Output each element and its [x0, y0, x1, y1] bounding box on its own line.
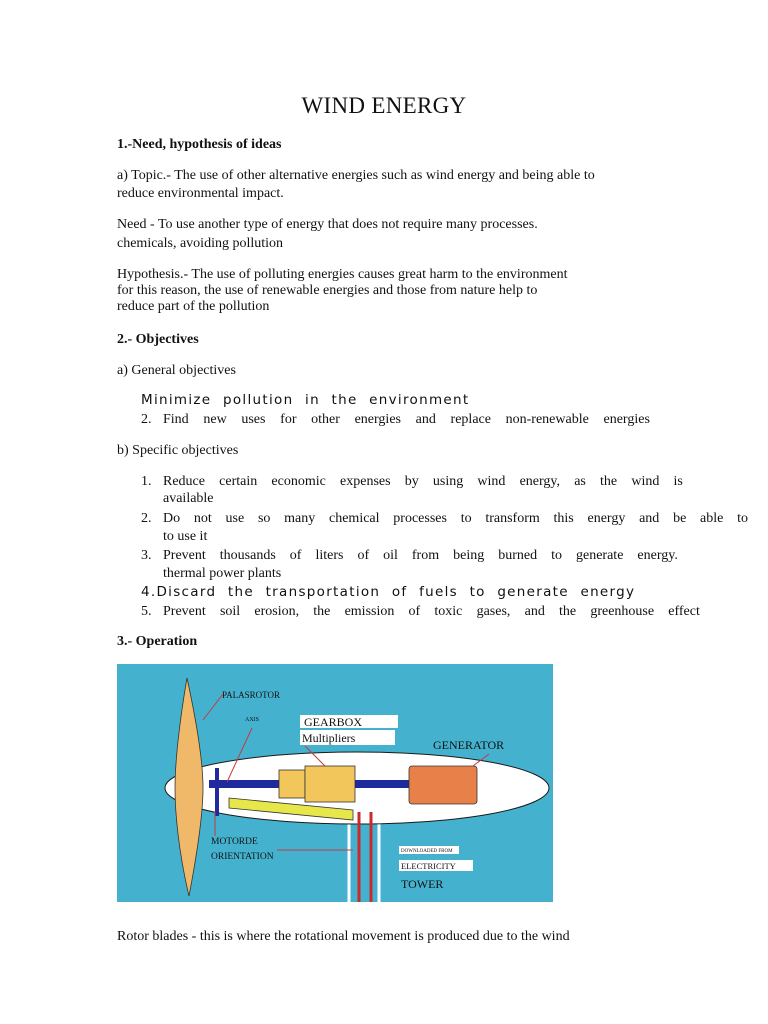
hypothesis-line-3: reduce part of the pollution — [117, 299, 270, 314]
word: as — [574, 474, 586, 489]
specific-objective-1-number: 1. — [141, 474, 152, 489]
word: Reduce — [163, 474, 205, 489]
word: energies — [603, 412, 650, 427]
word: processes — [393, 511, 447, 526]
specific-objective-2-number: 2. — [141, 511, 152, 526]
word: generate — [576, 548, 624, 563]
word: energy — [587, 511, 626, 526]
wind-turbine-diagram — [117, 664, 553, 902]
word: thousands — [219, 548, 276, 563]
word: Prevent — [163, 548, 206, 563]
diagram-caption: Rotor blades - this is where the rotational movement is produced due to the wind — [117, 929, 570, 944]
hypothesis-line-2: for this reason, the use of renewable energies and those from nature help to — [117, 283, 538, 298]
page-title: WIND ENERGY — [301, 93, 467, 118]
section1-heading: 1.-Need, hypothesis of ideas — [117, 137, 282, 152]
word: use — [225, 511, 245, 526]
word: transform — [485, 511, 540, 526]
word: Do — [163, 511, 181, 526]
word: by — [404, 474, 419, 489]
word: and — [639, 511, 660, 526]
word: and — [415, 412, 436, 427]
word: replace — [450, 412, 491, 427]
word: oil — [383, 548, 398, 563]
motorde-label: MOTORDE — [211, 837, 258, 847]
palasrotor-label: PALASROTOR — [222, 690, 281, 700]
word: new — [203, 412, 227, 427]
specific-objectives-label: b) Specific objectives — [117, 443, 239, 458]
general-objective-2-number: 2. — [141, 412, 152, 427]
hypothesis-line-1: Hypothesis.- The use of polluting energies causes great harm to the environment — [117, 267, 568, 282]
multipliers-label: Multipliers — [302, 731, 356, 745]
word: erosion, — [254, 604, 300, 619]
specific-objective-3-line-2: thermal power plants — [163, 566, 282, 581]
word: be — [673, 511, 687, 526]
word: not — [193, 511, 212, 526]
general-objectives-label: a) General objectives — [117, 363, 236, 378]
word: certain — [219, 474, 258, 489]
topic-line-1: a) Topic.- The use of other alternative energies such as wind energy and being able to — [117, 168, 595, 183]
word: toxic — [434, 604, 463, 619]
specific-objective-3-number: 3. — [141, 548, 152, 563]
word: greenhouse — [590, 604, 655, 619]
word: effect — [668, 604, 700, 619]
word: energy. — [637, 548, 678, 563]
word: many — [284, 511, 316, 526]
word: this — [553, 511, 574, 526]
word: and — [524, 604, 545, 619]
orientation-label: ORIENTATION — [211, 852, 274, 862]
need-line-1: Need - To use another type of energy that does not require many processes. — [117, 217, 538, 232]
gearbox-label: GEARBOX — [304, 715, 363, 729]
word: emission — [344, 604, 395, 619]
word: liters — [315, 548, 344, 563]
word: energy, — [519, 474, 561, 489]
word: Find — [163, 412, 189, 427]
gearbox — [305, 766, 355, 802]
section2-heading: 2.- Objectives — [117, 332, 199, 347]
word: is — [673, 474, 683, 489]
specific-objective-5 — [163, 604, 700, 620]
gearbox-small-stage — [279, 770, 305, 798]
electricity-label: ELECTRICITY — [401, 861, 456, 871]
word: other — [311, 412, 340, 427]
word: of — [289, 548, 302, 563]
word: being — [453, 548, 485, 563]
word: chemical — [329, 511, 380, 526]
word: Prevent — [163, 604, 206, 619]
word: to — [737, 511, 748, 526]
word: soil — [219, 604, 241, 619]
tower-label: TOWER — [401, 877, 444, 891]
word: the — [600, 474, 618, 489]
section3-heading: 3.- Operation — [117, 634, 198, 649]
word: economic — [271, 474, 326, 489]
word: to — [551, 548, 562, 563]
general-objective-1: Minimize pollution in the environment — [141, 392, 470, 408]
word: for — [280, 412, 297, 427]
word: non-renewable — [505, 412, 589, 427]
word: energies — [354, 412, 401, 427]
word: so — [257, 511, 271, 526]
word: the — [559, 604, 577, 619]
topic-line-2: reduce environmental impact. — [117, 186, 284, 201]
generator — [409, 766, 477, 804]
word: to — [460, 511, 472, 526]
downloaded-label: DOWNLOADED FROM — [401, 849, 453, 854]
word: wind — [631, 474, 660, 489]
word: from — [411, 548, 440, 563]
word: the — [313, 604, 331, 619]
shaft-support — [215, 768, 219, 816]
word: gases, — [476, 604, 511, 619]
word: burned — [498, 548, 538, 563]
specific-objective-1-line-1 — [163, 474, 683, 490]
specific-objective-2-line-2: to use it — [163, 529, 208, 544]
word: uses — [241, 412, 266, 427]
word: of — [357, 548, 370, 563]
word: of — [408, 604, 421, 619]
generator-label: GENERATOR — [433, 738, 505, 752]
word: using — [432, 474, 464, 489]
specific-objective-5-number: 5. — [141, 604, 152, 619]
general-objective-2 — [163, 412, 650, 428]
need-line-2: chemicals, avoiding pollution — [117, 236, 284, 251]
axis-label: AXIS — [245, 717, 260, 723]
specific-objective-1-line-2: available — [163, 491, 214, 506]
word: able — [700, 511, 724, 526]
word: expenses — [340, 474, 391, 489]
specific-objective-4: 4.Discard the transportation of fuels to generate energy — [141, 584, 636, 600]
specific-objective-3-line-1 — [163, 548, 678, 564]
specific-objective-2-line-1 — [163, 511, 748, 527]
word: wind — [477, 474, 506, 489]
